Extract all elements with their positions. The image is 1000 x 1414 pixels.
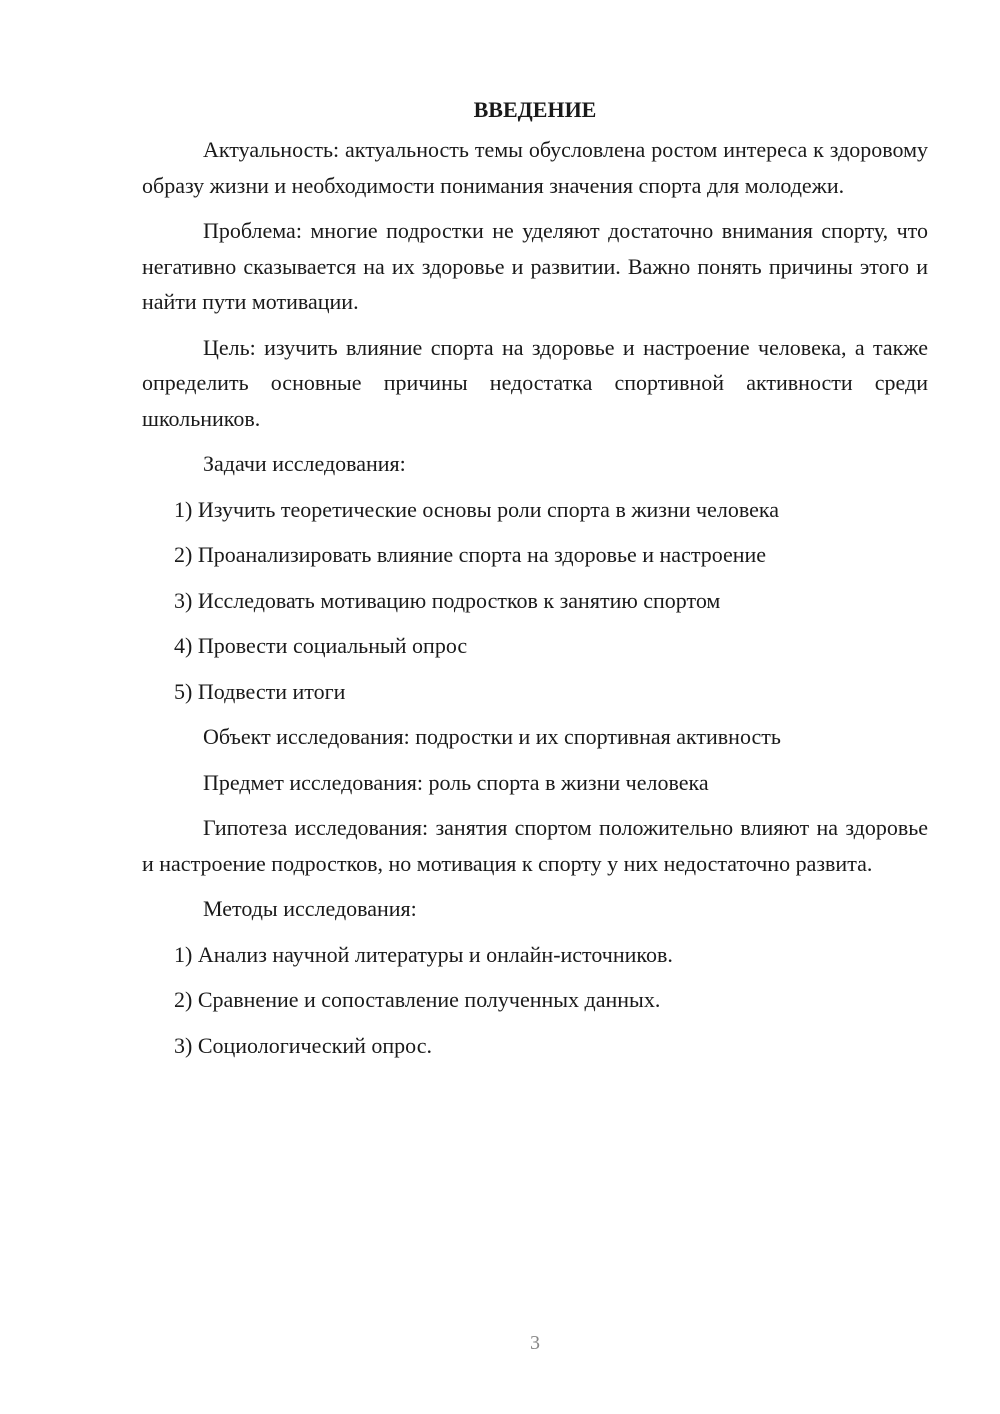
list-item: 2) Проанализировать влияние спорта на здоровье и настроение bbox=[174, 542, 767, 567]
page-number: 3 bbox=[530, 1332, 540, 1354]
list-item: 1) Анализ научной литературы и онлайн-источников. bbox=[174, 941, 673, 967]
hypothesis-paragraph: Гипотеза исследования: занятия спортом положительно влияют на здоровье и настроение подростков, но мотивация к спорту у них недостаточно развита. bbox=[142, 815, 928, 876]
list-item: 2) Сравнение и сопоставление полученных данных. bbox=[174, 987, 661, 1012]
list-item: 5) Подвести итоги bbox=[174, 678, 346, 704]
list-item: 1) Изучить теоретические основы роли спорта в жизни человека bbox=[174, 496, 779, 522]
methods-list bbox=[142, 937, 928, 1064]
goal-paragraph: Цель: изучить влияние спорта на здоровье и настроение человека, а также определить основные причины недостатка спортивной активности среди школьников. bbox=[142, 334, 928, 431]
methods-heading: Методы исследования: bbox=[203, 896, 417, 921]
list-item: 3) Исследовать мотивацию подростков к занятию спортом bbox=[174, 587, 721, 613]
list-item: 3) Социологический опрос. bbox=[174, 1032, 432, 1058]
document-title: ВВЕДЕНИЕ bbox=[473, 97, 597, 122]
tasks-heading: Задачи исследования: bbox=[203, 451, 406, 476]
relevance-paragraph: Актуальность: актуальность темы обусловлена ростом интереса к здоровому образу жизни и необходимости понимания значения спорта для молодежи. bbox=[142, 137, 928, 198]
document-page bbox=[142, 92, 928, 1073]
tasks-list bbox=[142, 492, 928, 710]
object-paragraph: Объект исследования: подростки и их спортивная активность bbox=[203, 724, 781, 749]
list-item: 4) Провести социальный опрос bbox=[174, 633, 468, 658]
subject-paragraph: Предмет исследования: роль спорта в жизни человека bbox=[203, 769, 709, 795]
problem-paragraph: Проблема: многие подростки не уделяют достаточно внимания спорту, что негативно сказывается на их здоровье и развитии. Важно понять причины этого и найти пути мотивации. bbox=[142, 218, 928, 314]
